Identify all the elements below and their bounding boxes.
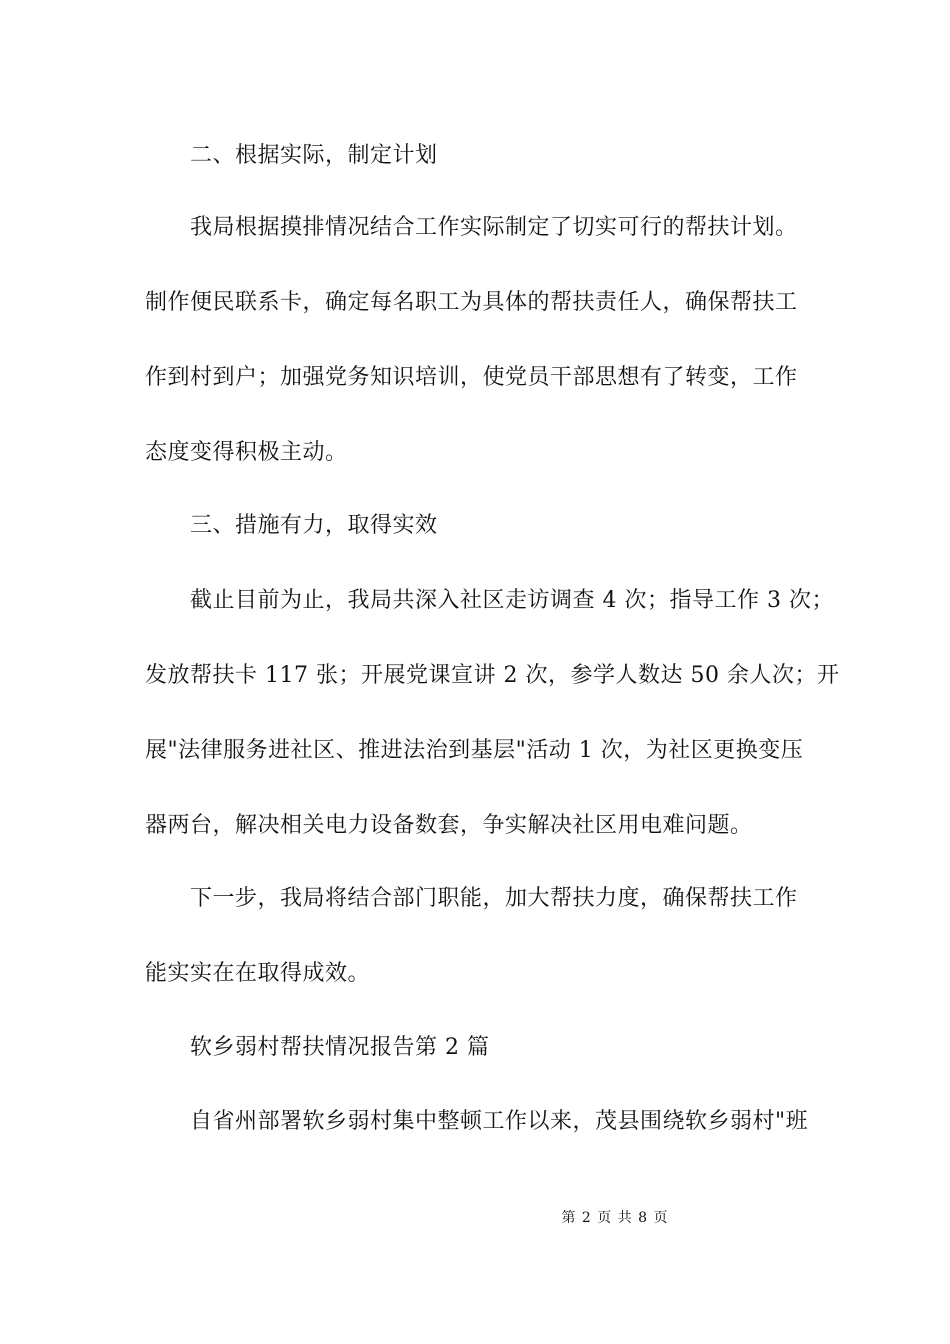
paragraph-line: 下一步，我局将结合部门职能，加大帮扶力度，确保帮扶工作 — [190, 886, 798, 911]
paragraph-line: 制作便民联系卡，确定每名职工为具体的帮扶责任人，确保帮扶工 — [145, 290, 798, 315]
paragraph-line: 发放帮扶卡 117 张；开展党课宣讲 2 次，参学人数达 50 余人次；开 — [145, 663, 840, 688]
paragraph-line: 自省州部署软乡弱村集中整顿工作以来，茂县围绕软乡弱村"班 — [190, 1109, 809, 1134]
paragraph-line: 能实实在在取得成效。 — [145, 961, 371, 986]
paragraph-line: 我局根据摸排情况结合工作实际制定了切实可行的帮扶计划。 — [190, 215, 798, 240]
paragraph-line: 态度变得积极主动。 — [145, 440, 348, 465]
page-number: 第 2 页 共 8 页 — [561, 1210, 669, 1226]
paragraph-line: 展"法律服务进社区、推进法治到基层"活动 1 次，为社区更换变压 — [145, 738, 804, 763]
paragraph-line: 作到村到户；加强党务知识培训，使党员干部思想有了转变，工作 — [145, 365, 798, 390]
page-footer — [0, 1208, 950, 1228]
section-heading-2: 二、根据实际，制定计划 — [190, 143, 438, 168]
paragraph-line: 截止目前为止，我局共深入社区走访调查 4 次；指导工作 3 次； — [190, 588, 834, 613]
section-heading-3: 三、措施有力，取得实效 — [190, 513, 438, 538]
article-title: 软乡弱村帮扶情况报告第 2 篇 — [190, 1035, 490, 1060]
paragraph-line: 器两台，解决相关电力设备数套，争实解决社区用电难问题。 — [145, 813, 753, 838]
